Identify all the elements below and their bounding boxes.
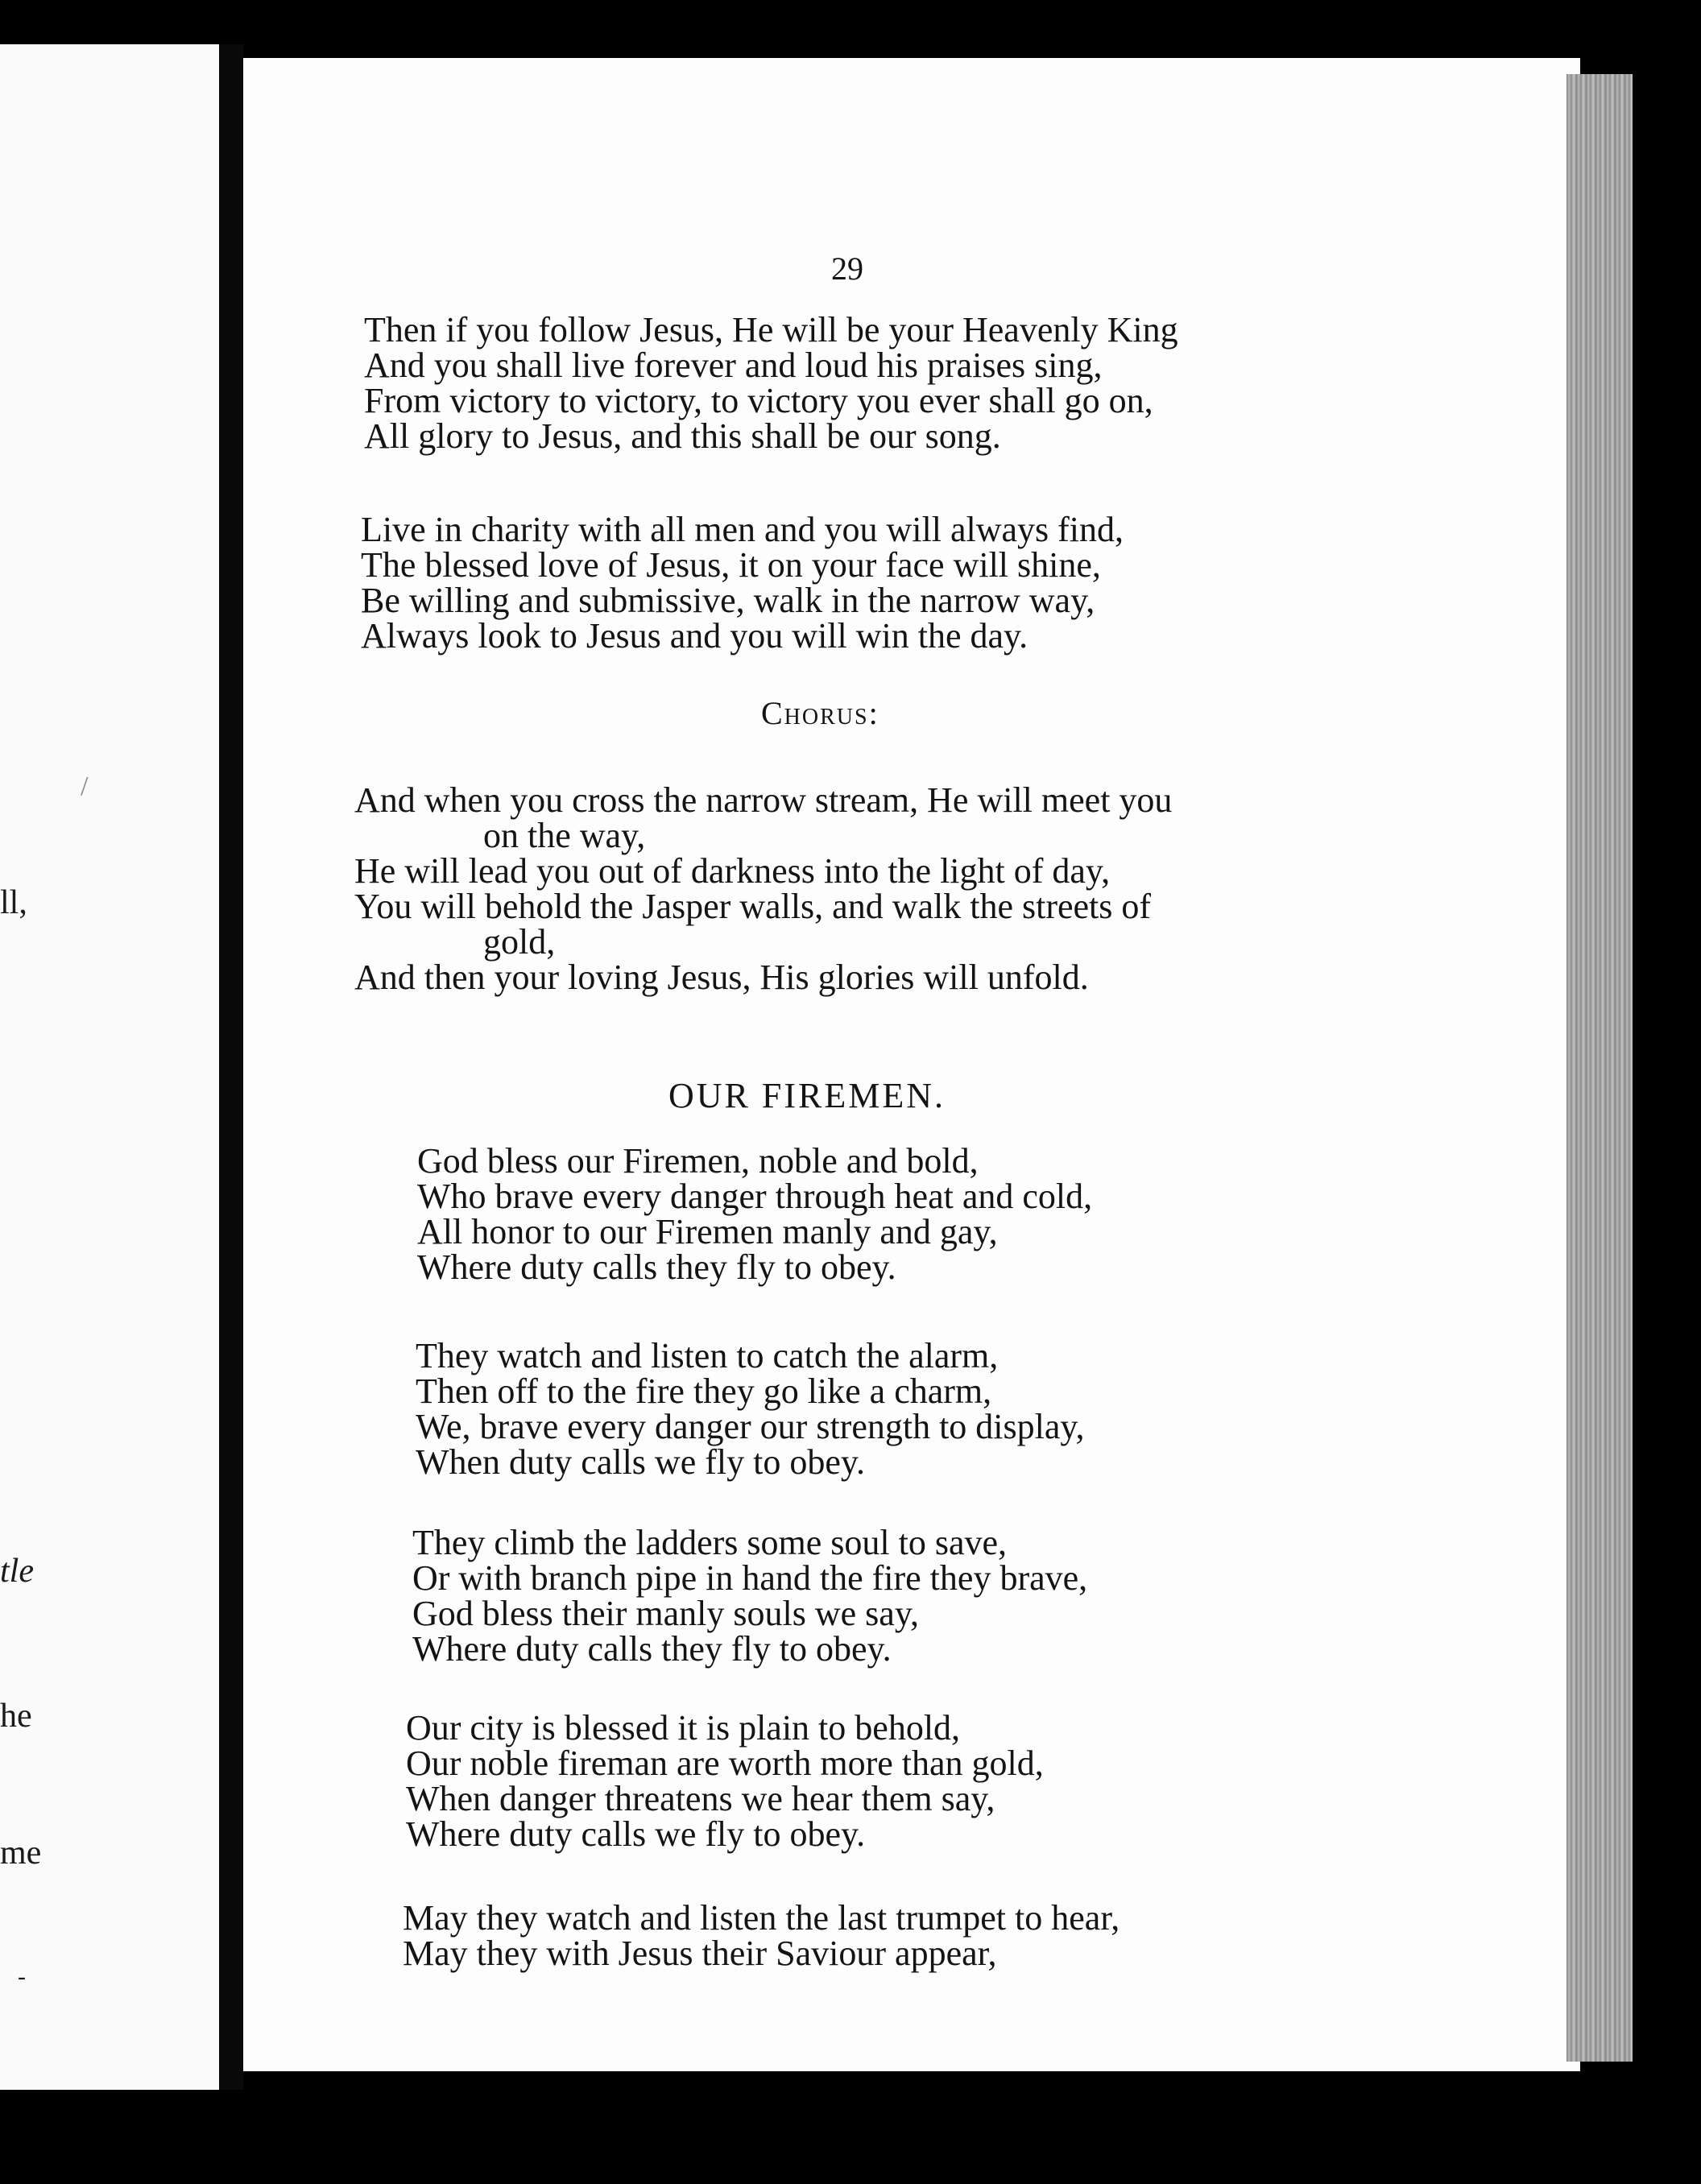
left-page-fragment: he	[0, 1698, 32, 1735]
verse-line: All honor to our Firemen manly and gay,	[417, 1212, 998, 1251]
poem-title: OUR FIREMEN.	[668, 1076, 946, 1115]
left-page-fragment: -	[18, 1963, 26, 1990]
verse-line: When duty calls we fly to obey.	[416, 1442, 865, 1482]
verse-line: From victory to victory, to victory you ever shall go on,	[364, 381, 1153, 420]
verse-line: Then if you follow Jesus, He will be your Heavenly King	[364, 310, 1178, 350]
verse-line: Where duty calls they fly to obey.	[417, 1247, 896, 1287]
verse-line: May they with Jesus their Saviour appear,	[403, 1934, 997, 1973]
verse-line: They climb the ladders some soul to save,	[412, 1523, 1008, 1562]
verse-line-continuation: gold,	[483, 922, 556, 962]
verse-line: You will behold the Jasper walls, and walk the streets of	[354, 887, 1152, 926]
verse-line: Or with branch pipe in hand the fire they brave,	[412, 1558, 1088, 1598]
verse-line: Where duty calls we fly to obey.	[406, 1814, 866, 1854]
verse-line: He will lead you out of darkness into the light of day,	[354, 851, 1111, 891]
chorus-label: Chorus:	[761, 695, 879, 731]
left-page-fragment: tle	[0, 1553, 34, 1590]
scanned-book-spread: / ll, tle he me - 29 Then if you follow Jesus, He will be your Heavenly King And you shall live forever and loud his praises sing, From victory to victory, to victory you ever shall go on, All glory to Jesus, and this shall be our song. Live in charity with all men and you will always find, The blessed love of Jesus, it on your face will shine, Be willing and submissive, walk in the narrow way, Always look to Jesus and you will win the day. Chorus: And when you cross the narrow stream, He will meet you on the way, He will lead you out of darkness into the light of day, You will behold the Jasper walls, and walk the streets of gold, And then your loving Jesus, His glories will unfold. OUR FIREMEN. God bless our Firemen, noble and bold, Who brave every danger through heat and cold, All honor to our Firemen manly and gay, Where duty calls they fly to obey. They watch and listen to catch the alarm, Then off to the fire they go like a charm, We, brave every danger our strength to display, When duty calls we fly to obey. They climb the ladders some soul to save, Or with branch pipe in hand the fire they brave, God bless their manly souls we say, Where duty calls they fly to obey. Our city is blessed it is plain to behold, Our noble fireman are worth more than gold, When danger threatens we hear them say, Where duty calls we fly to obey. May they watch and listen the last trumpet to hear, May they with Jesus their Saviour appear,	[0, 0, 1701, 2184]
verse-line: Then off to the fire they go like a charm,	[416, 1371, 992, 1411]
left-page-fragment: /	[81, 771, 89, 801]
hymn-stanza-1	[364, 312, 1178, 454]
verse-line-continuation: on the way,	[483, 816, 646, 855]
verse-line: They watch and listen to catch the alarm,	[416, 1336, 999, 1375]
verse-line: May they watch and listen the last trumpet to hear,	[403, 1898, 1120, 1938]
verse-line: When danger threatens we hear them say,	[406, 1779, 995, 1818]
verse-line: Be willing and submissive, walk in the narrow way,	[361, 581, 1095, 620]
left-page-fragment: ll,	[0, 884, 27, 921]
left-page-fragment: me	[0, 1834, 42, 1872]
verse-line: And when you cross the narrow stream, He will meet you	[354, 780, 1173, 820]
poem-stanza-4	[406, 1710, 1044, 1852]
verse-line: Always look to Jesus and you will win the day.	[361, 616, 1028, 656]
verse-line: Our city is blessed it is plain to behold,	[406, 1708, 961, 1748]
chorus-text	[354, 780, 1173, 997]
verse-line: And then your loving Jesus, His glories will unfold.	[354, 958, 1089, 997]
verse-line: All glory to Jesus, and this shall be our song.	[364, 416, 1001, 456]
verse-line: Our noble fireman are worth more than gold,	[406, 1743, 1044, 1783]
left-page	[0, 44, 219, 2090]
poem-stanza-1	[417, 1141, 1093, 1287]
hymn-stanza-2	[361, 512, 1124, 654]
poem-stanza-5	[403, 1898, 1120, 1973]
page-edge-texture	[1566, 74, 1633, 2062]
verse-line: We, brave every danger our strength to display,	[416, 1407, 1085, 1446]
verse-line: God bless their manly souls we say,	[412, 1594, 919, 1633]
verse-line: And you shall live forever and loud his praises sing,	[364, 345, 1103, 385]
poem-stanza-2	[416, 1338, 1085, 1480]
verse-line: Who brave every danger through heat and cold,	[417, 1177, 1093, 1216]
verse-line: The blessed love of Jesus, it on your face will shine,	[361, 545, 1101, 585]
book-gutter	[219, 44, 243, 2090]
poem-stanza-3	[412, 1525, 1087, 1667]
verse-line: Where duty calls they fly to obey.	[412, 1629, 892, 1669]
verse-line: Live in charity with all men and you will always find,	[361, 510, 1124, 549]
verse-line: God bless our Firemen, noble and bold,	[417, 1141, 979, 1181]
